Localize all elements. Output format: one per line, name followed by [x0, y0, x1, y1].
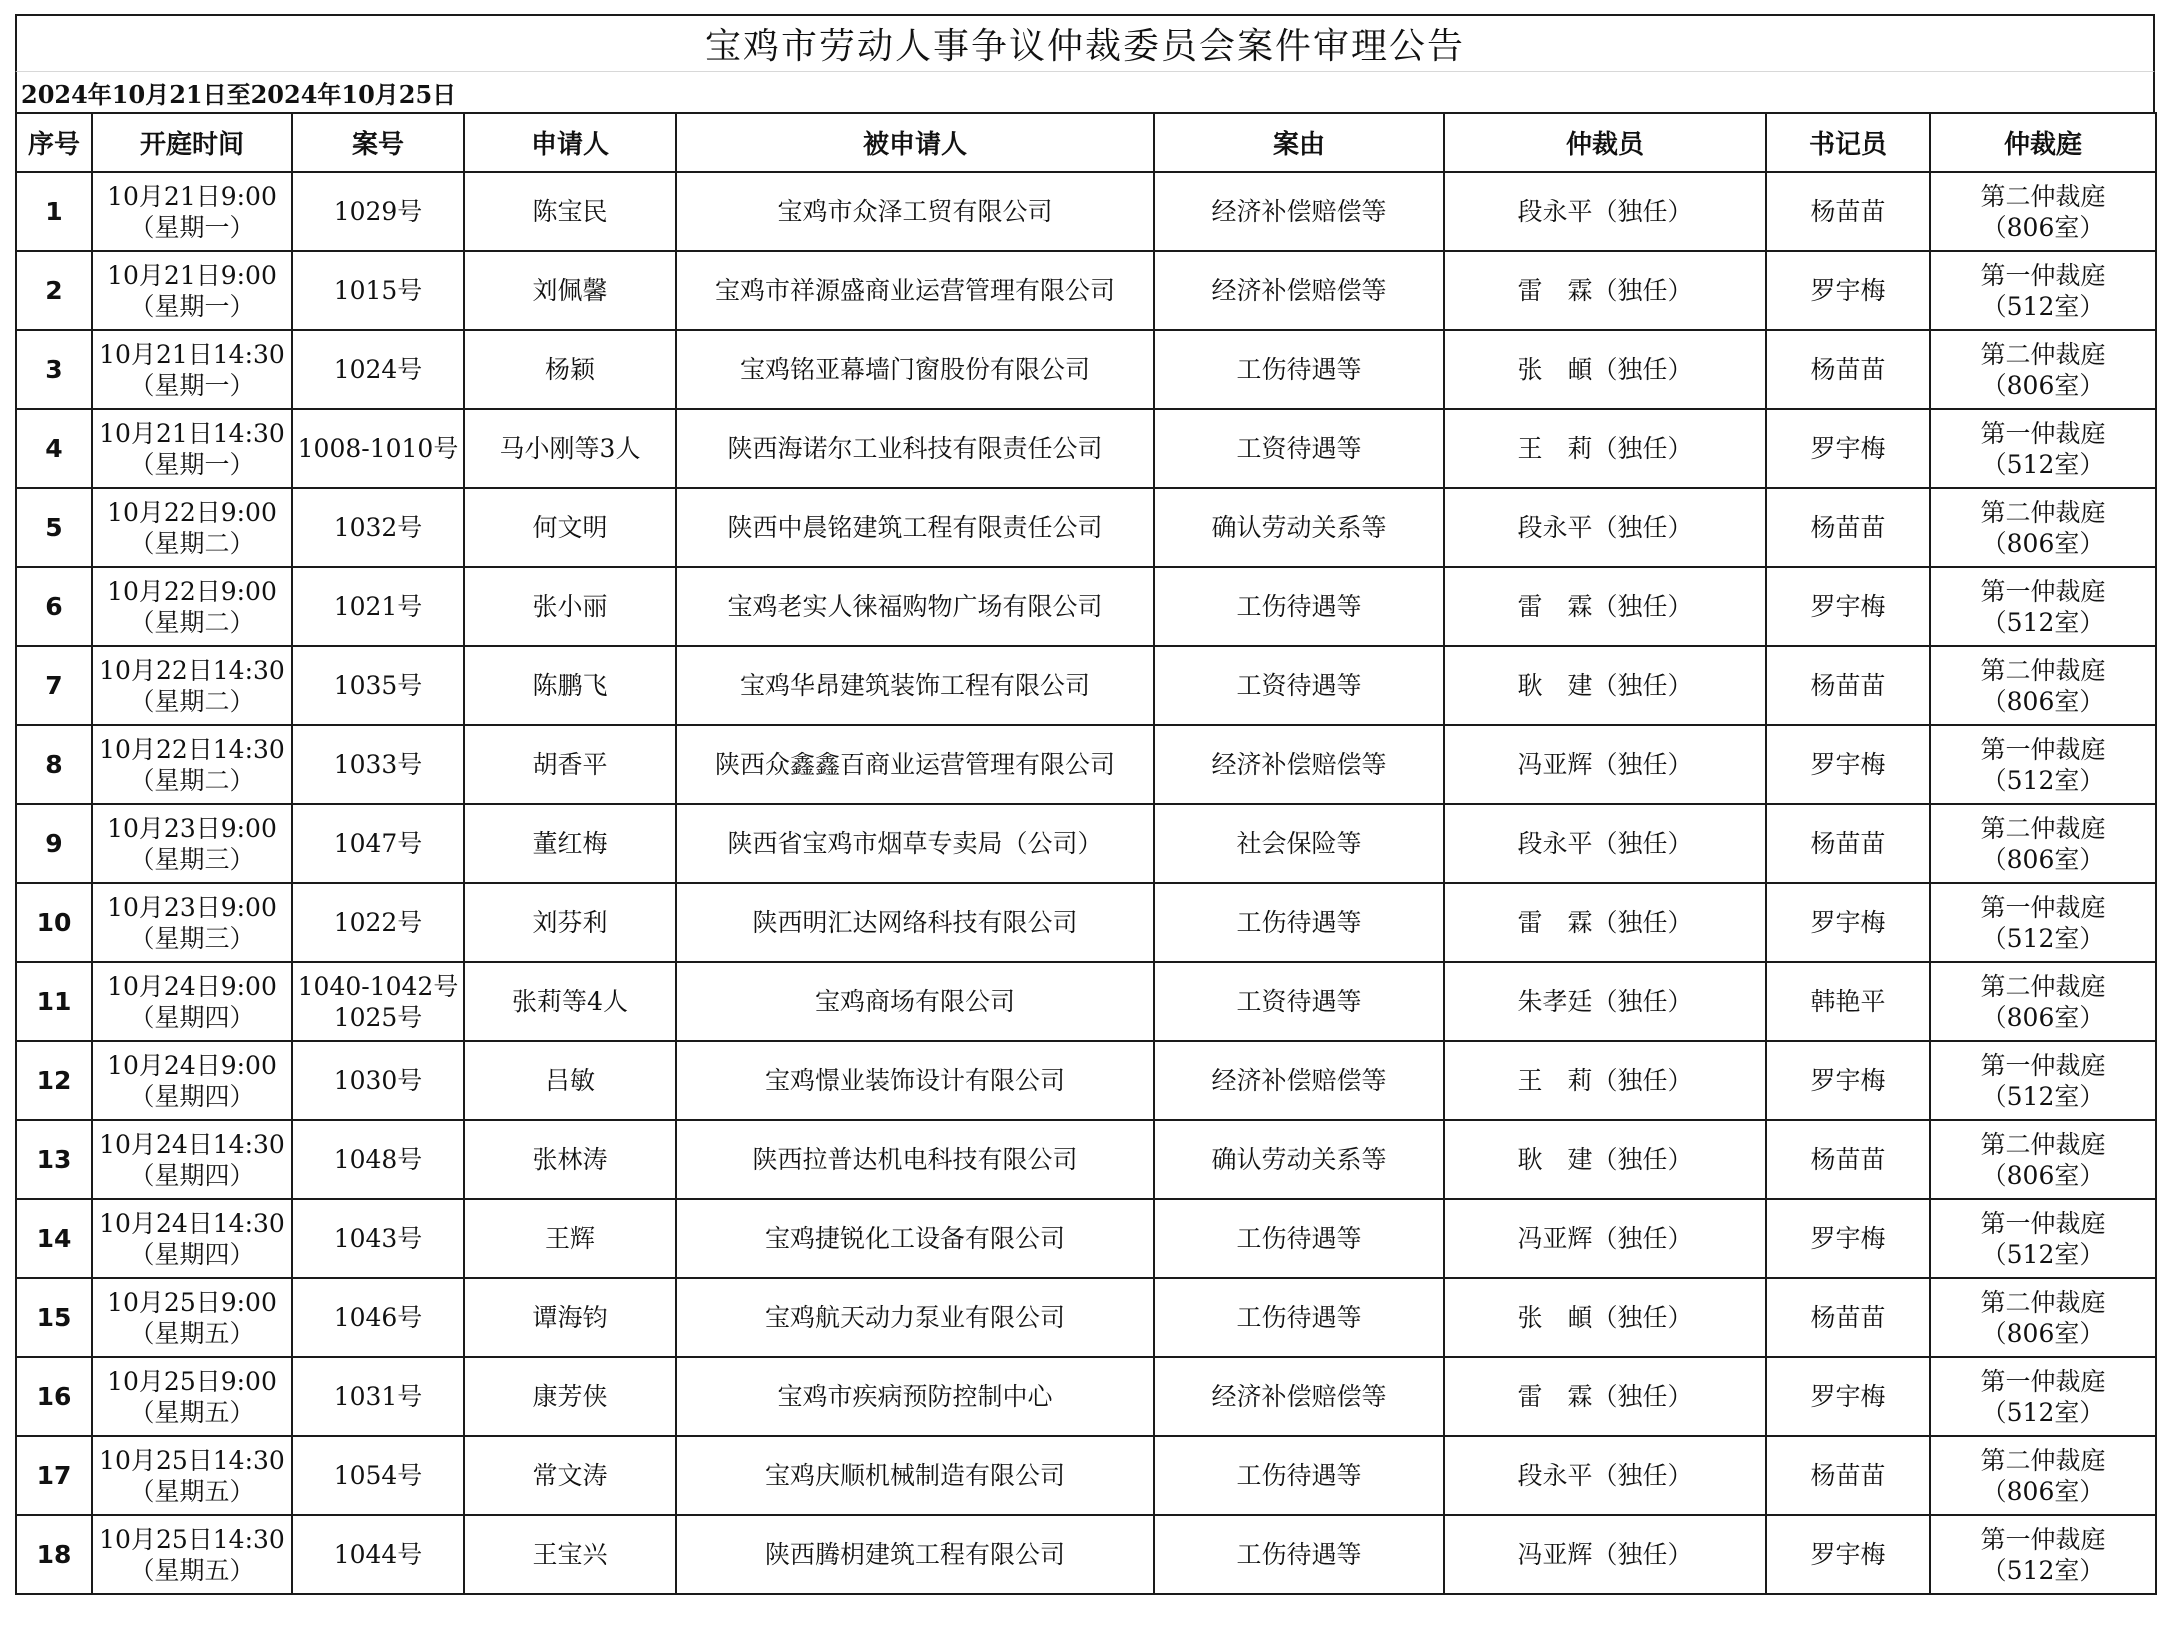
cell-clerk: 罗宇梅 — [1766, 725, 1930, 804]
cell-respondent: 宝鸡商场有限公司 — [676, 962, 1154, 1041]
cell-seq: 3 — [16, 330, 92, 409]
cell-cause: 经济补偿赔偿等 — [1154, 1357, 1444, 1436]
cell-arbitrator: 段永平（独任） — [1444, 1436, 1766, 1515]
hearing-time: 10月23日9:00 — [107, 813, 277, 843]
tribunal-room: （806室） — [1981, 1160, 2105, 1190]
cell-respondent: 宝鸡航天动力泵业有限公司 — [676, 1278, 1154, 1357]
hearing-weekday: （星期二） — [129, 765, 255, 795]
cell-cause: 经济补偿赔偿等 — [1154, 725, 1444, 804]
cell-clerk: 杨苗苗 — [1766, 646, 1930, 725]
tribunal-name: 第二仲裁庭 — [1980, 971, 2106, 1001]
table-row — [16, 1041, 2156, 1120]
cell-arbitrator: 段永平（独任） — [1444, 488, 1766, 567]
cell-arbitrator: 雷 霖（独任） — [1444, 883, 1766, 962]
page-title: 宝鸡市劳动人事争议仲裁委员会案件审理公告 — [15, 14, 2155, 72]
case-number: 1024号 — [333, 355, 423, 384]
cell-seq: 15 — [16, 1278, 92, 1357]
cell-clerk: 罗宇梅 — [1766, 1041, 1930, 1120]
cell-arbitrator: 耿 建（独任） — [1444, 646, 1766, 725]
tribunal-name: 第一仲裁庭 — [1980, 1366, 2106, 1396]
hearing-weekday: （星期一） — [129, 449, 255, 479]
cell-time — [92, 567, 292, 646]
table-row — [16, 567, 2156, 646]
cell-time — [92, 883, 292, 962]
hearing-time: 10月24日9:00 — [107, 971, 277, 1001]
cell-time — [92, 409, 292, 488]
hearing-weekday: （星期三） — [129, 844, 255, 874]
cell-arbitrator: 雷 霖（独任） — [1444, 567, 1766, 646]
cell-case-no — [292, 1120, 464, 1199]
case-number: 1033号 — [333, 750, 423, 779]
tribunal-name: 第二仲裁庭 — [1980, 181, 2106, 211]
tribunal-room: （806室） — [1981, 528, 2105, 558]
tribunal-room: （806室） — [1981, 844, 2105, 874]
case-number-extra: 1025号 — [333, 1002, 423, 1032]
table-row — [16, 1278, 2156, 1357]
case-number: 1032号 — [333, 513, 423, 542]
cell-cause: 确认劳动关系等 — [1154, 488, 1444, 567]
case-number: 1046号 — [333, 1303, 423, 1332]
cell-case-no — [292, 646, 464, 725]
hearing-time: 10月24日14:30 — [99, 1208, 285, 1238]
case-number: 1015号 — [333, 276, 423, 305]
hearing-weekday: （星期二） — [129, 528, 255, 558]
hearing-time: 10月21日14:30 — [99, 418, 285, 448]
cell-applicant: 王辉 — [464, 1199, 676, 1278]
cell-respondent: 陕西众鑫鑫百商业运营管理有限公司 — [676, 725, 1154, 804]
cell-arbitrator: 雷 霖（独任） — [1444, 1357, 1766, 1436]
tribunal-name: 第一仲裁庭 — [1980, 734, 2106, 764]
case-number: 1048号 — [333, 1145, 423, 1174]
cell-cause: 工伤待遇等 — [1154, 330, 1444, 409]
cell-respondent: 宝鸡市疾病预防控制中心 — [676, 1357, 1154, 1436]
hearing-time: 10月21日9:00 — [107, 181, 277, 211]
cell-applicant: 何文明 — [464, 488, 676, 567]
cell-clerk: 杨苗苗 — [1766, 1120, 1930, 1199]
cell-case-no — [292, 251, 464, 330]
tribunal-name: 第二仲裁庭 — [1980, 813, 2106, 843]
cell-clerk: 韩艳平 — [1766, 962, 1930, 1041]
cell-time — [92, 646, 292, 725]
cell-tribunal — [1930, 1120, 2156, 1199]
hearing-weekday: （星期四） — [129, 1081, 255, 1111]
case-number: 1031号 — [333, 1382, 423, 1411]
cell-respondent: 陕西省宝鸡市烟草专卖局（公司） — [676, 804, 1154, 883]
cell-case-no — [292, 409, 464, 488]
cell-arbitrator: 段永平（独任） — [1444, 172, 1766, 251]
cell-seq: 13 — [16, 1120, 92, 1199]
tribunal-name: 第二仲裁庭 — [1980, 497, 2106, 527]
tribunal-room: （806室） — [1981, 1318, 2105, 1348]
tribunal-name: 第一仲裁庭 — [1980, 418, 2106, 448]
cell-tribunal — [1930, 725, 2156, 804]
cell-cause: 工伤待遇等 — [1154, 1199, 1444, 1278]
cell-applicant: 张莉等4人 — [464, 962, 676, 1041]
cell-arbitrator: 张 頔（独任） — [1444, 330, 1766, 409]
hearing-time: 10月21日9:00 — [107, 260, 277, 290]
cell-respondent: 宝鸡华昂建筑装饰工程有限公司 — [676, 646, 1154, 725]
cell-clerk: 杨苗苗 — [1766, 1278, 1930, 1357]
hearing-time: 10月25日9:00 — [107, 1287, 277, 1317]
cell-case-no — [292, 725, 464, 804]
cell-seq: 18 — [16, 1515, 92, 1594]
hearing-time: 10月22日14:30 — [99, 655, 285, 685]
hearing-weekday: （星期一） — [129, 370, 255, 400]
hearing-weekday: （星期二） — [129, 686, 255, 716]
tribunal-room: （512室） — [1981, 449, 2105, 479]
cell-time — [92, 330, 292, 409]
table-row — [16, 883, 2156, 962]
cell-tribunal — [1930, 330, 2156, 409]
table-row — [16, 725, 2156, 804]
cell-clerk: 杨苗苗 — [1766, 1436, 1930, 1515]
hearing-weekday: （星期四） — [129, 1239, 255, 1269]
hearing-weekday: （星期一） — [129, 291, 255, 321]
cell-case-no — [292, 567, 464, 646]
cell-tribunal — [1930, 1041, 2156, 1120]
hearing-time: 10月22日14:30 — [99, 734, 285, 764]
cell-cause: 工资待遇等 — [1154, 646, 1444, 725]
hearing-schedule-table — [15, 112, 2157, 1595]
case-number: 1047号 — [333, 829, 423, 858]
tribunal-name: 第二仲裁庭 — [1980, 1129, 2106, 1159]
cell-arbitrator: 王 莉（独任） — [1444, 1041, 1766, 1120]
cell-arbitrator: 王 莉（独任） — [1444, 409, 1766, 488]
case-number: 1035号 — [333, 671, 423, 700]
tribunal-room: （806室） — [1981, 1002, 2105, 1032]
table-body — [16, 172, 2156, 1594]
cell-case-no — [292, 883, 464, 962]
cell-time — [92, 1278, 292, 1357]
table-row — [16, 1199, 2156, 1278]
cell-applicant: 张小丽 — [464, 567, 676, 646]
cell-cause: 工伤待遇等 — [1154, 883, 1444, 962]
cell-respondent: 宝鸡捷锐化工设备有限公司 — [676, 1199, 1154, 1278]
cell-arbitrator: 耿 建（独任） — [1444, 1120, 1766, 1199]
tribunal-room: （512室） — [1981, 291, 2105, 321]
hearing-weekday: （星期五） — [129, 1318, 255, 1348]
cell-seq: 12 — [16, 1041, 92, 1120]
cell-cause: 社会保险等 — [1154, 804, 1444, 883]
table-row — [16, 1436, 2156, 1515]
tribunal-name: 第二仲裁庭 — [1980, 339, 2106, 369]
tribunal-name: 第一仲裁庭 — [1980, 576, 2106, 606]
cell-respondent: 陕西海诺尔工业科技有限责任公司 — [676, 409, 1154, 488]
table-row — [16, 251, 2156, 330]
cell-respondent: 宝鸡憬业装饰设计有限公司 — [676, 1041, 1154, 1120]
cell-clerk: 罗宇梅 — [1766, 567, 1930, 646]
case-number: 1054号 — [333, 1461, 423, 1490]
cell-seq: 7 — [16, 646, 92, 725]
cell-seq: 17 — [16, 1436, 92, 1515]
cell-tribunal — [1930, 1199, 2156, 1278]
cell-tribunal — [1930, 804, 2156, 883]
hearing-weekday: （星期二） — [129, 607, 255, 637]
table-row — [16, 330, 2156, 409]
cell-time — [92, 1357, 292, 1436]
date-range: 2024年10月21日至2024年10月25日 — [15, 72, 2155, 112]
cell-clerk: 罗宇梅 — [1766, 1199, 1930, 1278]
header-cause: 案由 — [1154, 113, 1444, 172]
hearing-time: 10月25日14:30 — [99, 1445, 285, 1475]
hearing-time: 10月25日9:00 — [107, 1366, 277, 1396]
cell-time — [92, 1515, 292, 1594]
tribunal-room: （512室） — [1981, 1081, 2105, 1111]
cell-clerk: 罗宇梅 — [1766, 409, 1930, 488]
header-clerk: 书记员 — [1766, 113, 1930, 172]
cell-seq: 6 — [16, 567, 92, 646]
cell-arbitrator: 冯亚辉（独任） — [1444, 1515, 1766, 1594]
hearing-time: 10月22日9:00 — [107, 497, 277, 527]
announcement-sheet — [15, 14, 2155, 1595]
cell-cause: 工伤待遇等 — [1154, 1278, 1444, 1357]
cell-clerk: 罗宇梅 — [1766, 1515, 1930, 1594]
hearing-time: 10月23日9:00 — [107, 892, 277, 922]
header-seq: 序号 — [16, 113, 92, 172]
tribunal-room: （806室） — [1981, 212, 2105, 242]
cell-applicant: 刘芬利 — [464, 883, 676, 962]
cell-applicant: 常文涛 — [464, 1436, 676, 1515]
cell-tribunal — [1930, 962, 2156, 1041]
cell-time — [92, 1120, 292, 1199]
cell-applicant: 陈鹏飞 — [464, 646, 676, 725]
case-number: 1043号 — [333, 1224, 423, 1253]
hearing-time: 10月24日9:00 — [107, 1050, 277, 1080]
cell-cause: 工资待遇等 — [1154, 962, 1444, 1041]
table-row — [16, 1357, 2156, 1436]
hearing-time: 10月21日14:30 — [99, 339, 285, 369]
cell-cause: 工伤待遇等 — [1154, 567, 1444, 646]
cell-time — [92, 488, 292, 567]
hearing-time: 10月25日14:30 — [99, 1524, 285, 1554]
header-applicant: 申请人 — [464, 113, 676, 172]
cell-seq: 2 — [16, 251, 92, 330]
cell-respondent: 陕西中晨铭建筑工程有限责任公司 — [676, 488, 1154, 567]
cell-clerk: 杨苗苗 — [1766, 330, 1930, 409]
table-row — [16, 488, 2156, 567]
cell-tribunal — [1930, 1515, 2156, 1594]
hearing-weekday: （星期三） — [129, 923, 255, 953]
cell-seq: 8 — [16, 725, 92, 804]
cell-tribunal — [1930, 646, 2156, 725]
cell-applicant: 胡香平 — [464, 725, 676, 804]
table-row — [16, 1515, 2156, 1594]
cell-time — [92, 962, 292, 1041]
cell-clerk: 罗宇梅 — [1766, 1357, 1930, 1436]
tribunal-name: 第一仲裁庭 — [1980, 892, 2106, 922]
cell-arbitrator: 张 頔（独任） — [1444, 1278, 1766, 1357]
cell-tribunal — [1930, 172, 2156, 251]
cell-tribunal — [1930, 1436, 2156, 1515]
cell-time — [92, 804, 292, 883]
cell-clerk: 罗宇梅 — [1766, 883, 1930, 962]
cell-case-no — [292, 1041, 464, 1120]
cell-cause: 工资待遇等 — [1154, 409, 1444, 488]
cell-respondent: 宝鸡铭亚幕墙门窗股份有限公司 — [676, 330, 1154, 409]
cell-tribunal — [1930, 883, 2156, 962]
case-number: 1040-1042号 — [297, 971, 459, 1001]
tribunal-room: （512室） — [1981, 765, 2105, 795]
tribunal-room: （512室） — [1981, 1239, 2105, 1269]
cell-case-no — [292, 1515, 464, 1594]
cell-tribunal — [1930, 1278, 2156, 1357]
cell-case-no — [292, 330, 464, 409]
tribunal-room: （806室） — [1981, 1476, 2105, 1506]
cell-tribunal — [1930, 1357, 2156, 1436]
tribunal-name: 第一仲裁庭 — [1980, 1208, 2106, 1238]
cell-respondent: 陕西明汇达网络科技有限公司 — [676, 883, 1154, 962]
header-respondent: 被申请人 — [676, 113, 1154, 172]
case-number: 1021号 — [333, 592, 423, 621]
cell-seq: 9 — [16, 804, 92, 883]
header-time: 开庭时间 — [92, 113, 292, 172]
case-number: 1029号 — [333, 197, 423, 226]
cell-case-no — [292, 1278, 464, 1357]
tribunal-room: （512室） — [1981, 1555, 2105, 1585]
cell-seq: 1 — [16, 172, 92, 251]
cell-applicant: 张林涛 — [464, 1120, 676, 1199]
cell-case-no — [292, 1436, 464, 1515]
cell-respondent: 宝鸡老实人徕福购物广场有限公司 — [676, 567, 1154, 646]
cell-tribunal — [1930, 488, 2156, 567]
hearing-weekday: （星期四） — [129, 1160, 255, 1190]
cell-time — [92, 172, 292, 251]
cell-respondent: 宝鸡市众泽工贸有限公司 — [676, 172, 1154, 251]
tribunal-room: （512室） — [1981, 1397, 2105, 1427]
cell-cause: 确认劳动关系等 — [1154, 1120, 1444, 1199]
cell-applicant: 杨颖 — [464, 330, 676, 409]
cell-seq: 5 — [16, 488, 92, 567]
hearing-time: 10月24日14:30 — [99, 1129, 285, 1159]
tribunal-room: （806室） — [1981, 370, 2105, 400]
cell-time — [92, 1199, 292, 1278]
cell-arbitrator: 朱孝廷（独任） — [1444, 962, 1766, 1041]
cell-respondent: 宝鸡市祥源盛商业运营管理有限公司 — [676, 251, 1154, 330]
tribunal-room: （512室） — [1981, 607, 2105, 637]
cell-arbitrator: 冯亚辉（独任） — [1444, 1199, 1766, 1278]
cell-cause: 经济补偿赔偿等 — [1154, 251, 1444, 330]
tribunal-room: （512室） — [1981, 923, 2105, 953]
cell-clerk: 杨苗苗 — [1766, 804, 1930, 883]
cell-seq: 11 — [16, 962, 92, 1041]
cell-seq: 14 — [16, 1199, 92, 1278]
cell-cause: 工伤待遇等 — [1154, 1515, 1444, 1594]
header-tribunal: 仲裁庭 — [1930, 113, 2156, 172]
cell-respondent: 宝鸡庆顺机械制造有限公司 — [676, 1436, 1154, 1515]
cell-tribunal — [1930, 567, 2156, 646]
cell-case-no — [292, 804, 464, 883]
hearing-time: 10月22日9:00 — [107, 576, 277, 606]
cell-case-no — [292, 172, 464, 251]
cell-applicant: 康芳侠 — [464, 1357, 676, 1436]
table-row — [16, 1120, 2156, 1199]
cell-seq: 16 — [16, 1357, 92, 1436]
hearing-weekday: （星期四） — [129, 1002, 255, 1032]
header-case-no: 案号 — [292, 113, 464, 172]
hearing-weekday: （星期五） — [129, 1476, 255, 1506]
cell-case-no — [292, 1199, 464, 1278]
cell-cause: 经济补偿赔偿等 — [1154, 172, 1444, 251]
cell-cause: 工伤待遇等 — [1154, 1436, 1444, 1515]
tribunal-name: 第一仲裁庭 — [1980, 260, 2106, 290]
cell-seq: 10 — [16, 883, 92, 962]
cell-tribunal — [1930, 251, 2156, 330]
hearing-weekday: （星期五） — [129, 1555, 255, 1585]
cell-case-no — [292, 962, 464, 1041]
table-row — [16, 646, 2156, 725]
cell-time — [92, 725, 292, 804]
cell-clerk: 罗宇梅 — [1766, 251, 1930, 330]
cell-arbitrator: 冯亚辉（独任） — [1444, 725, 1766, 804]
cell-applicant: 刘佩馨 — [464, 251, 676, 330]
cell-applicant: 王宝兴 — [464, 1515, 676, 1594]
table-row — [16, 804, 2156, 883]
tribunal-room: （806室） — [1981, 686, 2105, 716]
cell-respondent: 陕西腾枂建筑工程有限公司 — [676, 1515, 1154, 1594]
case-number: 1008-1010号 — [297, 434, 459, 463]
cell-applicant: 谭海钧 — [464, 1278, 676, 1357]
cell-respondent: 陕西拉普达机电科技有限公司 — [676, 1120, 1154, 1199]
table-row — [16, 409, 2156, 488]
cell-case-no — [292, 1357, 464, 1436]
table-row — [16, 172, 2156, 251]
cell-applicant: 董红梅 — [464, 804, 676, 883]
cell-cause: 经济补偿赔偿等 — [1154, 1041, 1444, 1120]
cell-clerk: 杨苗苗 — [1766, 488, 1930, 567]
cell-tribunal — [1930, 409, 2156, 488]
cell-time — [92, 1436, 292, 1515]
cell-time — [92, 1041, 292, 1120]
tribunal-name: 第二仲裁庭 — [1980, 655, 2106, 685]
case-number: 1044号 — [333, 1540, 423, 1569]
tribunal-name: 第一仲裁庭 — [1980, 1050, 2106, 1080]
tribunal-name: 第二仲裁庭 — [1980, 1445, 2106, 1475]
cell-applicant: 马小刚等3人 — [464, 409, 676, 488]
header-arbitrator: 仲裁员 — [1444, 113, 1766, 172]
cell-time — [92, 251, 292, 330]
cell-arbitrator: 段永平（独任） — [1444, 804, 1766, 883]
cell-applicant: 陈宝民 — [464, 172, 676, 251]
cell-applicant: 吕敏 — [464, 1041, 676, 1120]
case-number: 1022号 — [333, 908, 423, 937]
cell-seq: 4 — [16, 409, 92, 488]
cell-case-no — [292, 488, 464, 567]
cell-clerk: 杨苗苗 — [1766, 172, 1930, 251]
hearing-weekday: （星期一） — [129, 212, 255, 242]
cell-arbitrator: 雷 霖（独任） — [1444, 251, 1766, 330]
tribunal-name: 第一仲裁庭 — [1980, 1524, 2106, 1554]
table-row — [16, 962, 2156, 1041]
tribunal-name: 第二仲裁庭 — [1980, 1287, 2106, 1317]
case-number: 1030号 — [333, 1066, 423, 1095]
hearing-weekday: （星期五） — [129, 1397, 255, 1427]
header-row — [16, 113, 2156, 172]
